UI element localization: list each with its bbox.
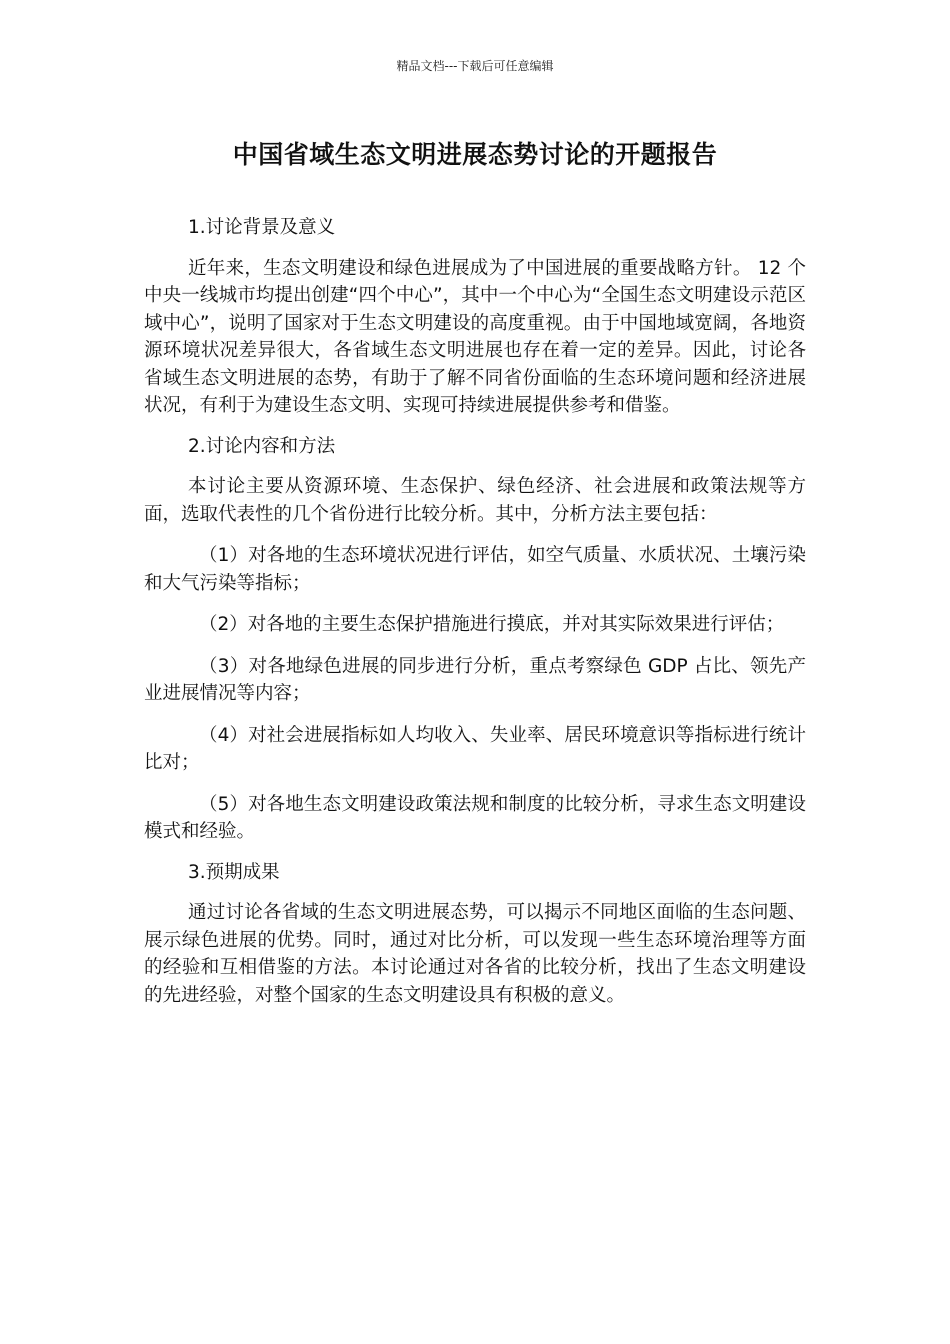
- paragraph-outcomes: 通过讨论各省域的生态文明进展态势，可以揭示不同地区面临的生态问题、展示绿色进展的优势。同时，通过对比分析，可以发现一些生态环境治理等方面的经验和互相借鉴的方法。本讨论通过对各省的比较分析，找出了生态文明建设的先进经验，对整个国家的生态文明建设具有积极的意义。: [144, 902, 806, 1006]
- paragraph-methods: 本讨论主要从资源环境、生态保护、绿色经济、社会进展和政策法规等方面，选取代表性的几个省份进行比较分析。其中，分析方法主要包括：: [144, 476, 806, 525]
- section-heading-methods: 2.讨论内容和方法: [188, 435, 336, 457]
- document-body: [144, 214, 806, 1009]
- document-title: 中国省域生态文明进展态势讨论的开题报告: [232, 140, 718, 169]
- method-item-1: （1）对各地的生态环境状况进行评估，如空气质量、水质状况、土壤污染和大气污染等指标；: [144, 545, 806, 594]
- page-header: 精品文档---下载后可任意编辑: [396, 59, 554, 73]
- paragraph-background: 近年来，生态文明建设和绿色进展成为了中国进展的重要战略方针。 12 个中央一线城市均提出创建“四个中心”，其中一个中心为“全国生态文明建设示范区域中心”，说明了国家对于生态文明建设的高度重视。由于中国地域宽阔，各地资源环境状况差异很大，各省域生态文明进展也存在着一定的差异。因此，讨论各省域生态文明进展的态势，有助于了解不同省份面临的生态环境问题和经济进展状况，有利于为建设生态文明、实现可持续进展提供参考和借鉴。: [144, 257, 806, 416]
- method-item-3: （3）对各地绿色进展的同步进行分析，重点考察绿色 GDP 占比、领先产业进展情况等内容；: [144, 655, 806, 704]
- section-heading-background: 1.讨论背景及意义: [188, 217, 336, 238]
- method-item-5: （5）对各地生态文明建设政策法规和制度的比较分析，寻求生态文明建设模式和经验。: [144, 793, 806, 842]
- method-item-4: （4）对社会进展指标如人均收入、失业率、居民环境意识等指标进行统计比对；: [144, 724, 806, 773]
- section-heading-outcomes: 3.预期成果: [188, 861, 280, 883]
- method-item-2: （2）对各地的主要生态保护措施进行摸底，并对其实际效果进行评估；: [199, 614, 785, 635]
